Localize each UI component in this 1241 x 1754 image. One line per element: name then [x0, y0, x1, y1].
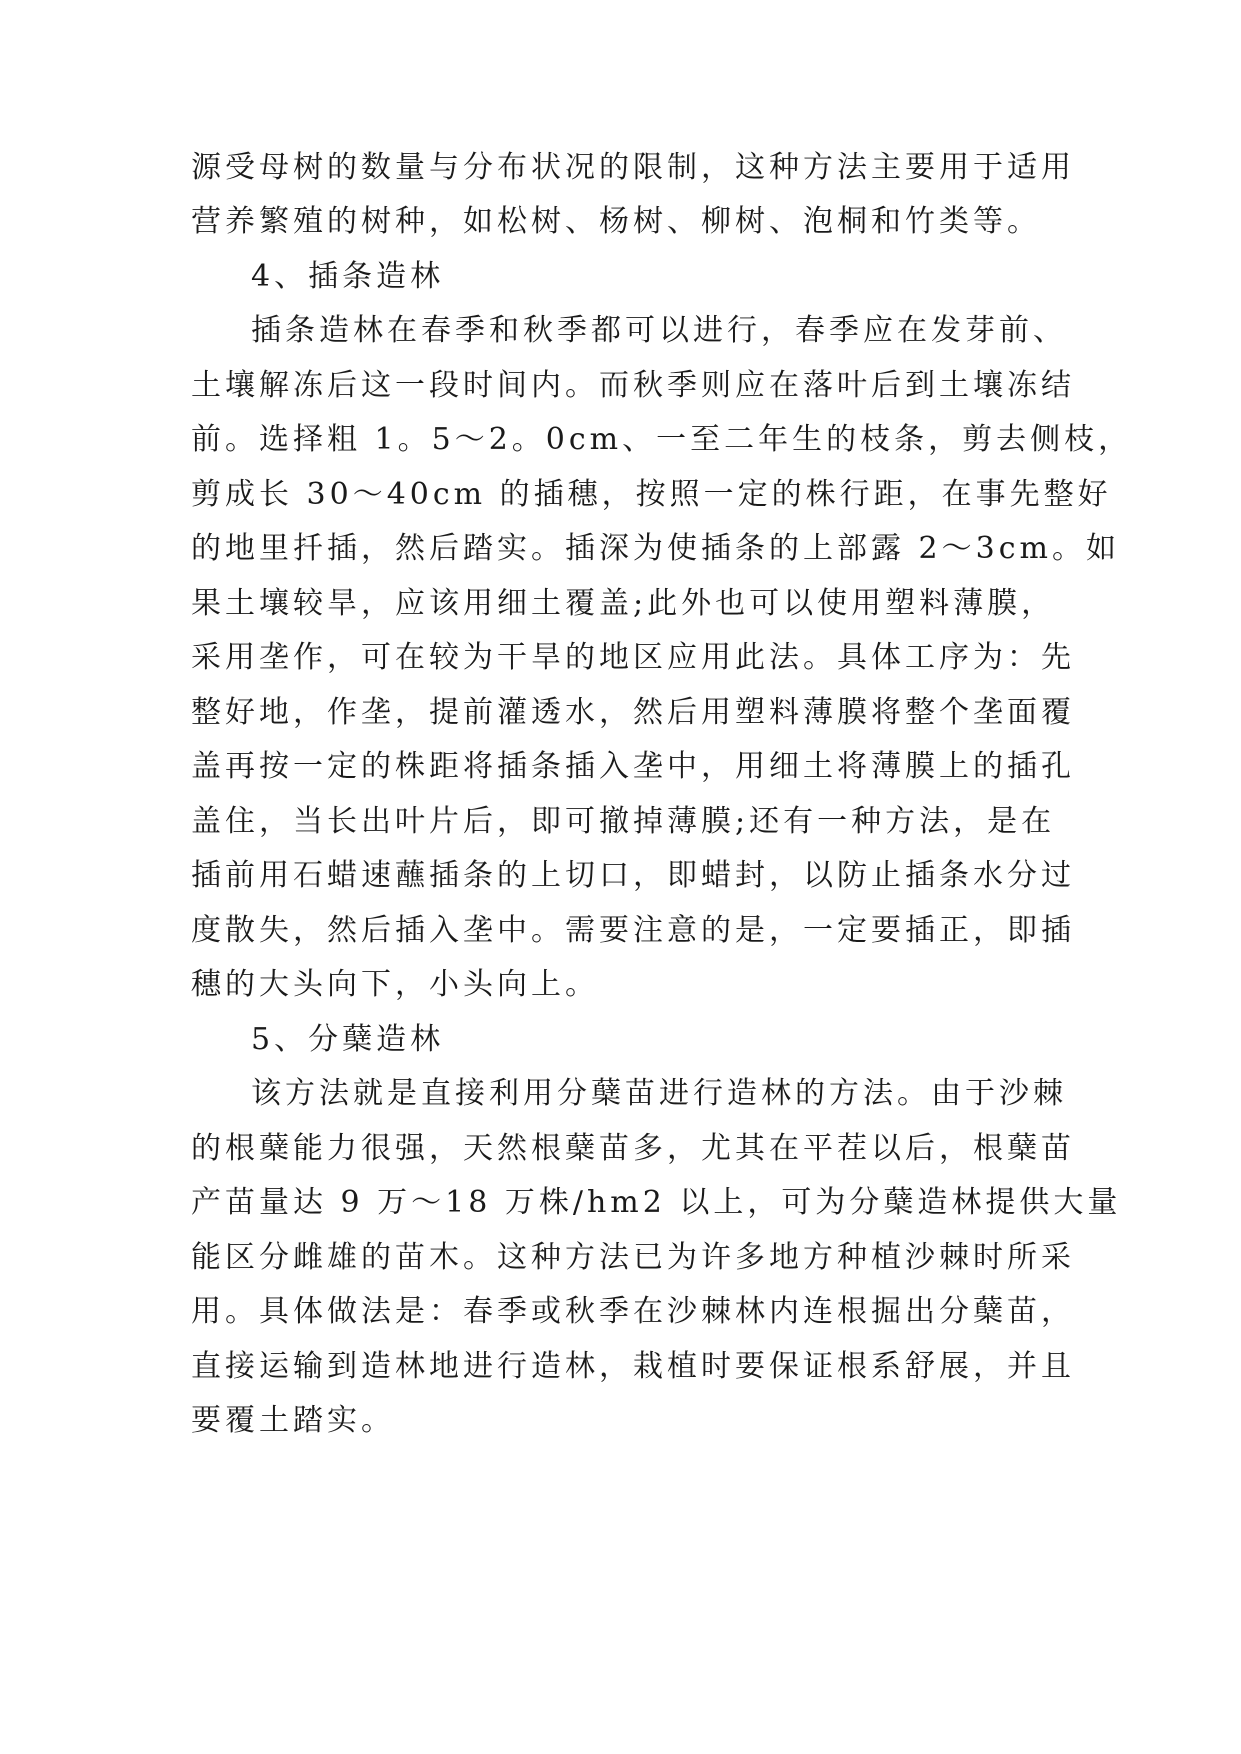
text-line: 采用垄作，可在较为干旱的地区应用此法。具体工序为：先 — [191, 640, 1075, 675]
text-line: 的根蘖能力很强，天然根蘖苗多，尤其在平茬以后，根蘖苗 — [191, 1131, 1075, 1166]
text-line: 土壤解冻后这一段时间内。而秋季则应在落叶后到土壤冻结 — [191, 368, 1075, 403]
text-line: 直接运输到造林地进行造林，栽植时要保证根系舒展，并且 — [191, 1349, 1075, 1384]
text-line: 剪成长 30～40cm 的插穗，按照一定的株行距，在事先整好 — [191, 477, 1112, 512]
text-line: 整好地，作垄，提前灌透水，然后用塑料薄膜将整个垄面覆 — [191, 695, 1075, 730]
text-line: 插条造林在春季和秋季都可以进行，春季应在发芽前、 — [251, 313, 1067, 348]
text-line: 盖再按一定的株距将插条插入垄中，用细土将薄膜上的插孔 — [191, 749, 1075, 784]
section-heading: 5、分蘖造林 — [251, 1022, 445, 1057]
text-line: 能区分雌雄的苗木。这种方法已为许多地方种植沙棘时所采 — [191, 1240, 1075, 1275]
text-line: 要覆土踏实。 — [191, 1403, 395, 1438]
text-line: 的地里扦插，然后踏实。插深为使插条的上部露 2～3cm。如 — [191, 531, 1120, 566]
text-line: 果土壤较旱，应该用细土覆盖;此外也可以使用塑料薄膜， — [191, 586, 1056, 621]
text-line: 产苗量达 9 万～18 万株/hm2 以上，可为分蘖造林提供大量 — [191, 1185, 1122, 1220]
text-line: 盖住，当长出叶片后，即可撤掉薄膜;还有一种方法，是在 — [191, 804, 1056, 839]
text-line: 前。选择粗 1。5～2。0cm、一至二年生的枝条，剪去侧枝， — [191, 422, 1133, 457]
section-heading: 4、插条造林 — [251, 259, 445, 294]
text-line: 该方法就是直接利用分蘖苗进行造林的方法。由于沙棘 — [251, 1076, 1067, 1111]
text-line: 源受母树的数量与分布状况的限制，这种方法主要用于适用 — [191, 150, 1075, 185]
text-line: 度散失，然后插入垄中。需要注意的是，一定要插正，即插 — [191, 913, 1075, 948]
text-line: 用。具体做法是：春季或秋季在沙棘林内连根掘出分蘖苗， — [191, 1294, 1075, 1329]
text-line: 插前用石蜡速蘸插条的上切口，即蜡封，以防止插条水分过 — [191, 858, 1075, 893]
text-line: 营养繁殖的树种，如松树、杨树、柳树、泡桐和竹类等。 — [191, 204, 1041, 239]
text-line: 穗的大头向下，小头向上。 — [191, 967, 599, 1002]
